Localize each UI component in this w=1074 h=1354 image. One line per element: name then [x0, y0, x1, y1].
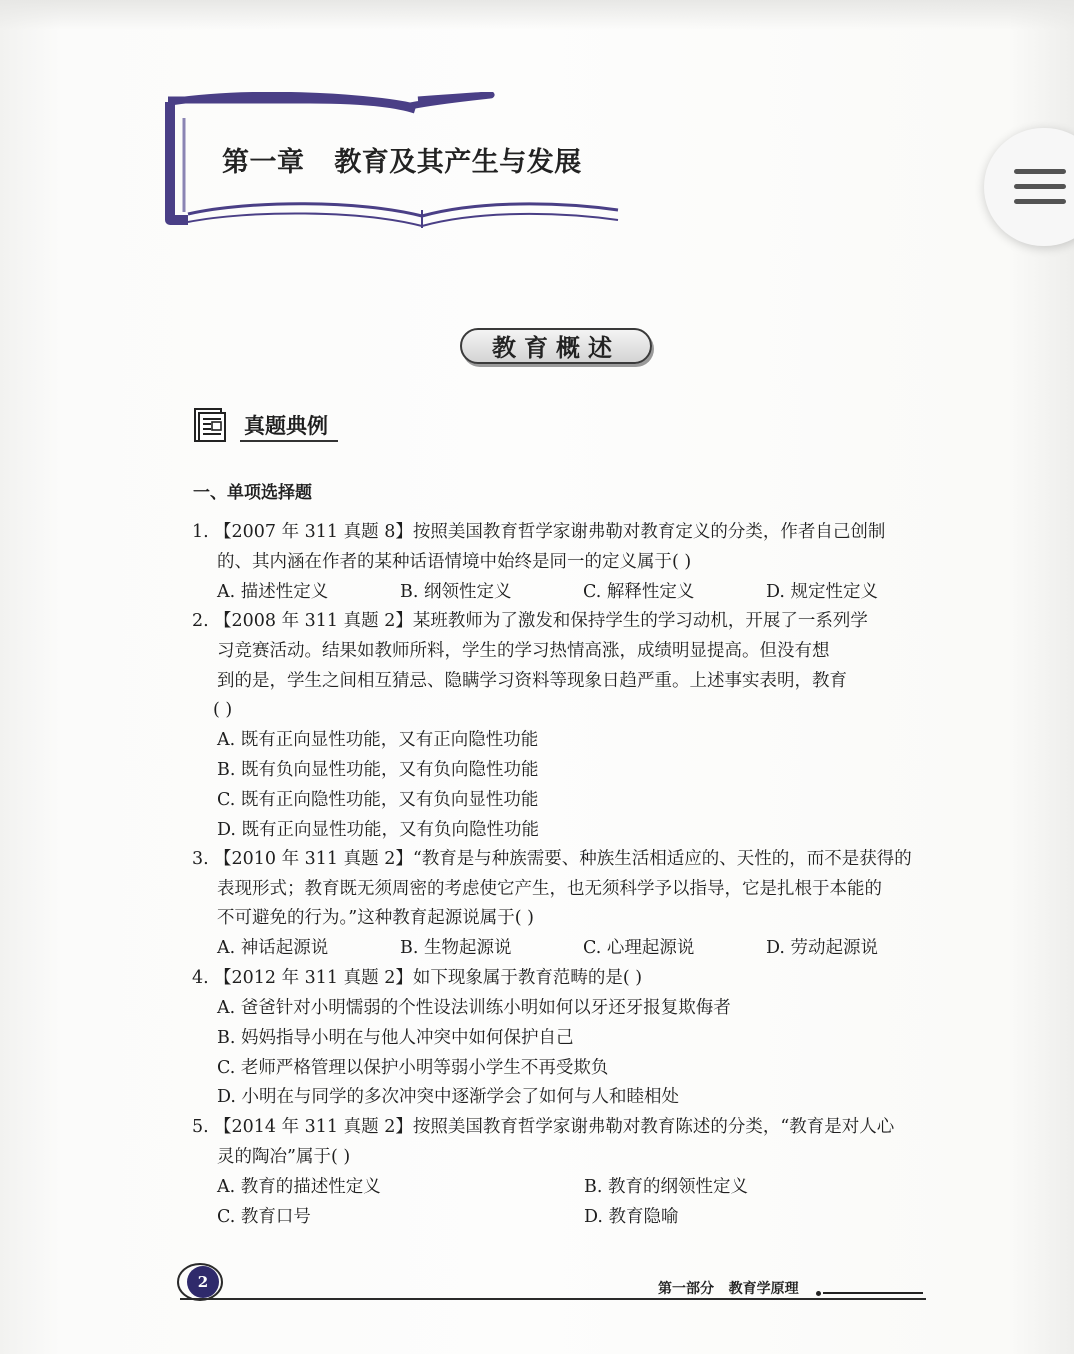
option: B. 既有负向显性功能，又有负向隐性功能 [217, 760, 539, 780]
option: B. 妈妈指导小明在与他人冲突中如何保护自己 [217, 1028, 574, 1048]
option: C. 既有正向隐性功能，又有负向显性功能 [217, 790, 539, 810]
option: C. 老师严格管理以保护小明等弱小学生不再受欺负 [217, 1058, 609, 1078]
option: A. 描述性定义 [217, 582, 329, 602]
document-icon [193, 407, 227, 443]
option: B. 纲领性定义 [400, 582, 512, 602]
question-line: 不可避免的行为。”这种教育起源说属于( ) [217, 908, 534, 928]
question-number: 1. [192, 522, 209, 542]
question-line: 表现形式；教育既无须周密的考虑使它产生，也无须科学予以指导，它是扎根于本能的 [217, 879, 882, 899]
option: A. 爸爸针对小明懦弱的个性设法训练小明如何以牙还牙报复欺侮者 [217, 998, 731, 1018]
page-top-shadow [0, 0, 1074, 30]
subheading-underline [240, 440, 338, 442]
question-number: 5. [192, 1117, 209, 1137]
page-number: 2 [197, 1273, 209, 1291]
option: B. 教育的纲领性定义 [584, 1177, 748, 1197]
question-number: 2. [192, 611, 209, 631]
question-line: 习竞赛活动。结果如教师所料，学生的学习热情高涨，成绩明显提高。但没有想 [217, 641, 830, 661]
option: A. 既有正向显性功能，又有正向隐性功能 [217, 730, 539, 750]
option: C. 解释性定义 [583, 582, 695, 602]
question-number: 3. [192, 849, 209, 869]
option: A. 教育的描述性定义 [217, 1177, 381, 1197]
option: D. 劳动起源说 [766, 938, 879, 958]
question-type-label: 一、单项选择题 [193, 483, 312, 503]
option: D. 规定性定义 [766, 582, 879, 602]
footer-dot [816, 1291, 821, 1296]
option: D. 教育隐喻 [584, 1207, 679, 1227]
option: D. 既有正向显性功能，又有负向隐性功能 [217, 820, 540, 840]
footer-rule [180, 1298, 926, 1300]
option: C. 心理起源说 [583, 938, 695, 958]
question-line: 【2008 年 311 真题 2】某班教师为了激发和保持学生的学习动机，开展了一系列学 [214, 611, 868, 631]
chapter-title: 第一章 教育及其产生与发展 [222, 147, 582, 178]
section-title: 教育概述 [460, 328, 652, 364]
question-line: 【2007 年 311 真题 8】按照美国教育哲学家谢弗勒对教育定义的分类，作者自己创制 [214, 522, 886, 542]
footer-part-label: 第一部分 教育学原理 [658, 1281, 799, 1297]
hamburger-menu-icon [1014, 169, 1066, 205]
option: A. 神话起源说 [217, 938, 329, 958]
subheading: 真题典例 [244, 413, 328, 438]
option: B. 生物起源说 [400, 938, 512, 958]
option: C. 教育口号 [217, 1207, 311, 1227]
question-number: 4. [192, 968, 209, 988]
footer-tail-rule [823, 1292, 923, 1294]
question-line: 灵的陶冶”属于( ) [217, 1147, 351, 1167]
menu-button[interactable] [984, 128, 1074, 246]
question-line: 到的是，学生之间相互猜忌、隐瞒学习资料等现象日趋严重。上述事实表明，教育 [217, 671, 847, 691]
question-line: 【2012 年 311 真题 2】如下现象属于教育范畴的是( ) [214, 968, 643, 988]
question-line: 【2014 年 311 真题 2】按照美国教育哲学家谢弗勒对教育陈述的分类，“教育是对人心 [214, 1117, 895, 1137]
question-line: 的、其内涵在作者的某种话语情境中始终是同一的定义属于( ) [217, 552, 692, 572]
question-line: 【2010 年 311 真题 2】“教育是与种族需要、种族生活相适应的、天性的，而不是获得的 [214, 849, 912, 869]
option: D. 小明在与同学的多次冲突中逐渐学会了如何与人和睦相处 [217, 1087, 680, 1107]
question-line: ( ) [213, 700, 233, 720]
